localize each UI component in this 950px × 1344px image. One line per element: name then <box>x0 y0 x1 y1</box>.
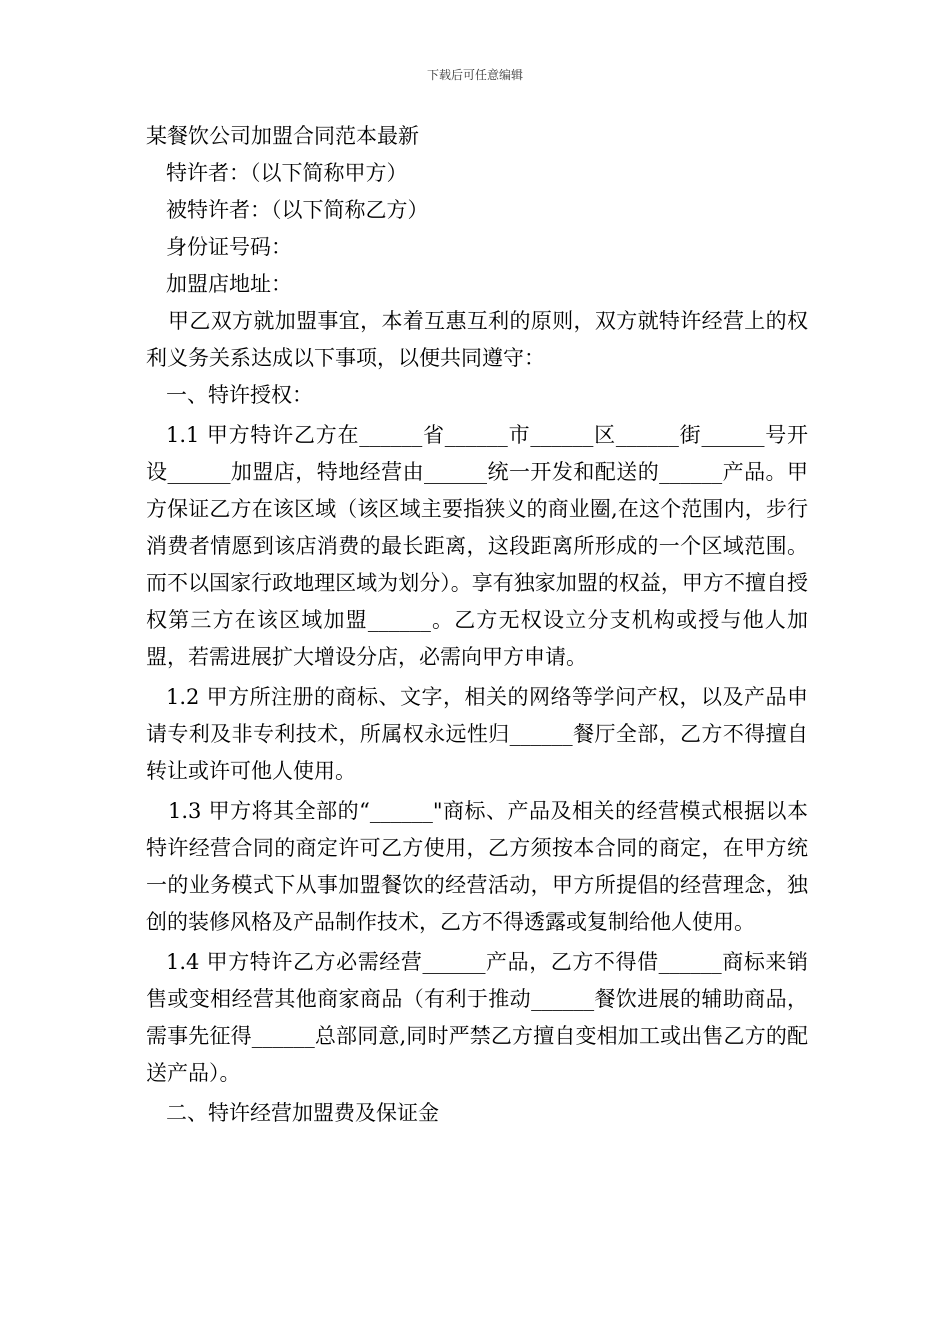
intro-paragraph: 甲乙双方就加盟事宜，本着互惠互利的原则，双方就特许经营上的权利义务关系达成以下事项，以便共同遵守： <box>146 309 808 370</box>
section-1-heading: 一、特许授权： <box>166 383 313 407</box>
page-header: 下载后可任意编辑 <box>426 68 523 82</box>
document-title: 某餐饮公司加盟合同范本最新 <box>146 124 419 148</box>
section-2-heading: 二、特许经营加盟费及保证金 <box>166 1101 439 1125</box>
franchisor-line: 特许者：（以下简称甲方） <box>166 161 408 185</box>
store-address-line: 加盟店地址： <box>166 272 292 296</box>
clause-1-3: 1.3 甲方将其全部的“______"商标、产品及相关的经营模式根据以本特许经营合同的商定许可乙方使用，乙方须按本合同的商定，在甲方统一的业务模式下从事加盟餐饮的经营活动，甲方所提倡的经营理念，独创的装修风格及产品制作技术，乙方不得透露或复制给他人使用。 <box>146 799 808 934</box>
clause-1-1: 1.1 甲方特许乙方在______省______市______区______街______号开设______加盟店，特地经营由______统一开发和配送的______产品。甲方保证乙方在该区域（该区域主要指狭义的商业圈,在这个范围内，步行消费者情愿到该店消费的最长距离，这段距离所形成的一个区域范围。而不以国家行政地理区域为划分）。享有独家加盟的权益，甲方不擅自授权第三方在该区域加盟______。乙方无权设立分支机构或授与他人加盟，若需进展扩大增设分店，必需向甲方申请。 <box>146 423 808 669</box>
clause-1-4: 1.4 甲方特许乙方必需经营______产品，乙方不得借______商标来销售或变相经营其他商家商品（有利于推动______餐饮进展的辅助商品，需事先征得______总部同意,同时严禁乙方擅自变相加工或出售乙方的配送产品）。 <box>146 950 808 1085</box>
clause-1-2: 1.2 甲方所注册的商标、文字，相关的网络等学问产权，以及产品申请专利及非专利技术，所属权永远性归______餐厅全部，乙方不得擅自转让或许可他人使用。 <box>146 685 808 783</box>
franchisee-line: 被特许者：（以下简称乙方） <box>166 198 429 222</box>
id-number-line: 身份证号码： <box>166 235 292 259</box>
contract-document <box>146 118 808 1132</box>
